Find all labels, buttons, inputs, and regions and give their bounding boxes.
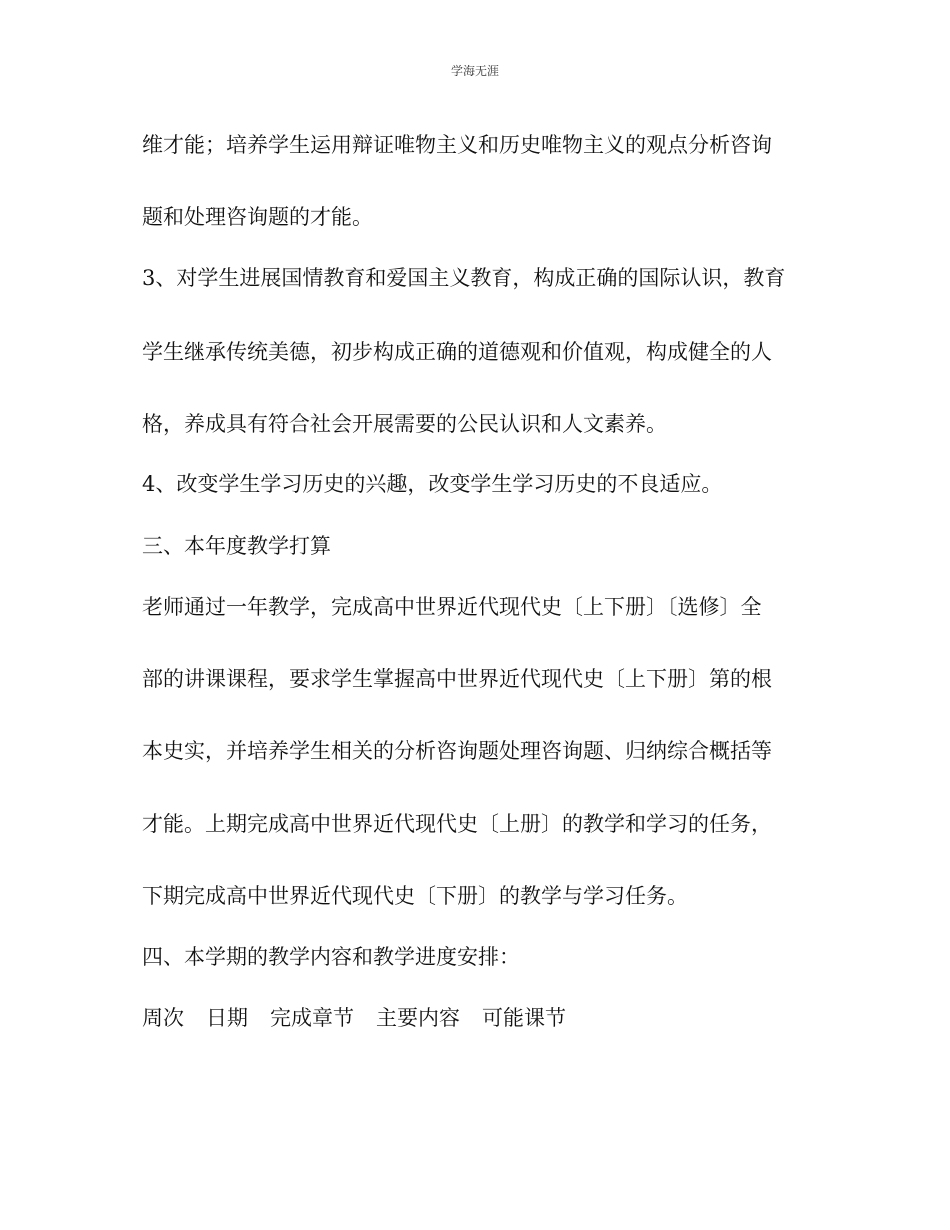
table-header-row xyxy=(142,1004,822,1032)
column-header-week: 周次 xyxy=(142,1006,184,1030)
paragraph-line: 部的讲课课程，要求学生掌握高中世界近代现代史〔上下册〕第的根 xyxy=(142,667,772,691)
paragraph-line: 格，养成具有符合社会开展需要的公民认识和人文素养。 xyxy=(142,412,667,436)
paragraph-line: 老师通过一年教学，完成高中世界近代现代史〔上下册〕〔选修〕全 xyxy=(142,595,762,619)
paragraph-line: 下期完成高中世界近代现代史〔下册〕的教学与学习任务。 xyxy=(142,884,688,908)
paragraph-line: 才能。上期完成高中世界近代现代史〔上册〕的教学和学习的任务， xyxy=(142,812,772,836)
paragraph-line: 题和处理咨询题的才能。 xyxy=(142,205,373,229)
column-header-content: 主要内容 xyxy=(376,1006,460,1030)
section-heading: 四、本学期的教学内容和教学进度安排： xyxy=(142,945,520,969)
paragraph-line: 4、改变学生学习历史的兴趣，改变学生学习历史的不良适应。 xyxy=(142,472,723,496)
page-header: 学海无涯 xyxy=(450,64,499,78)
paragraph-line: 3、对学生进展国情教育和爱国主义教育，构成正确的国际认识，教育 xyxy=(142,266,786,290)
column-header-chapter: 完成章节 xyxy=(270,1006,354,1030)
paragraph-line: 维才能；培养学生运用辩证唯物主义和历史唯物主义的观点分析咨询 xyxy=(142,133,772,157)
column-header-date: 日期 xyxy=(206,1006,248,1030)
column-header-lessons: 可能课节 xyxy=(482,1006,566,1030)
paragraph-line: 本史实，并培养学生相关的分析咨询题处理咨询题、归纳综合概括等 xyxy=(142,739,772,763)
section-heading: 三、本年度教学打算 xyxy=(142,534,331,558)
paragraph-line: 学生继承传统美德，初步构成正确的道德观和价值观，构成健全的人 xyxy=(142,340,772,364)
